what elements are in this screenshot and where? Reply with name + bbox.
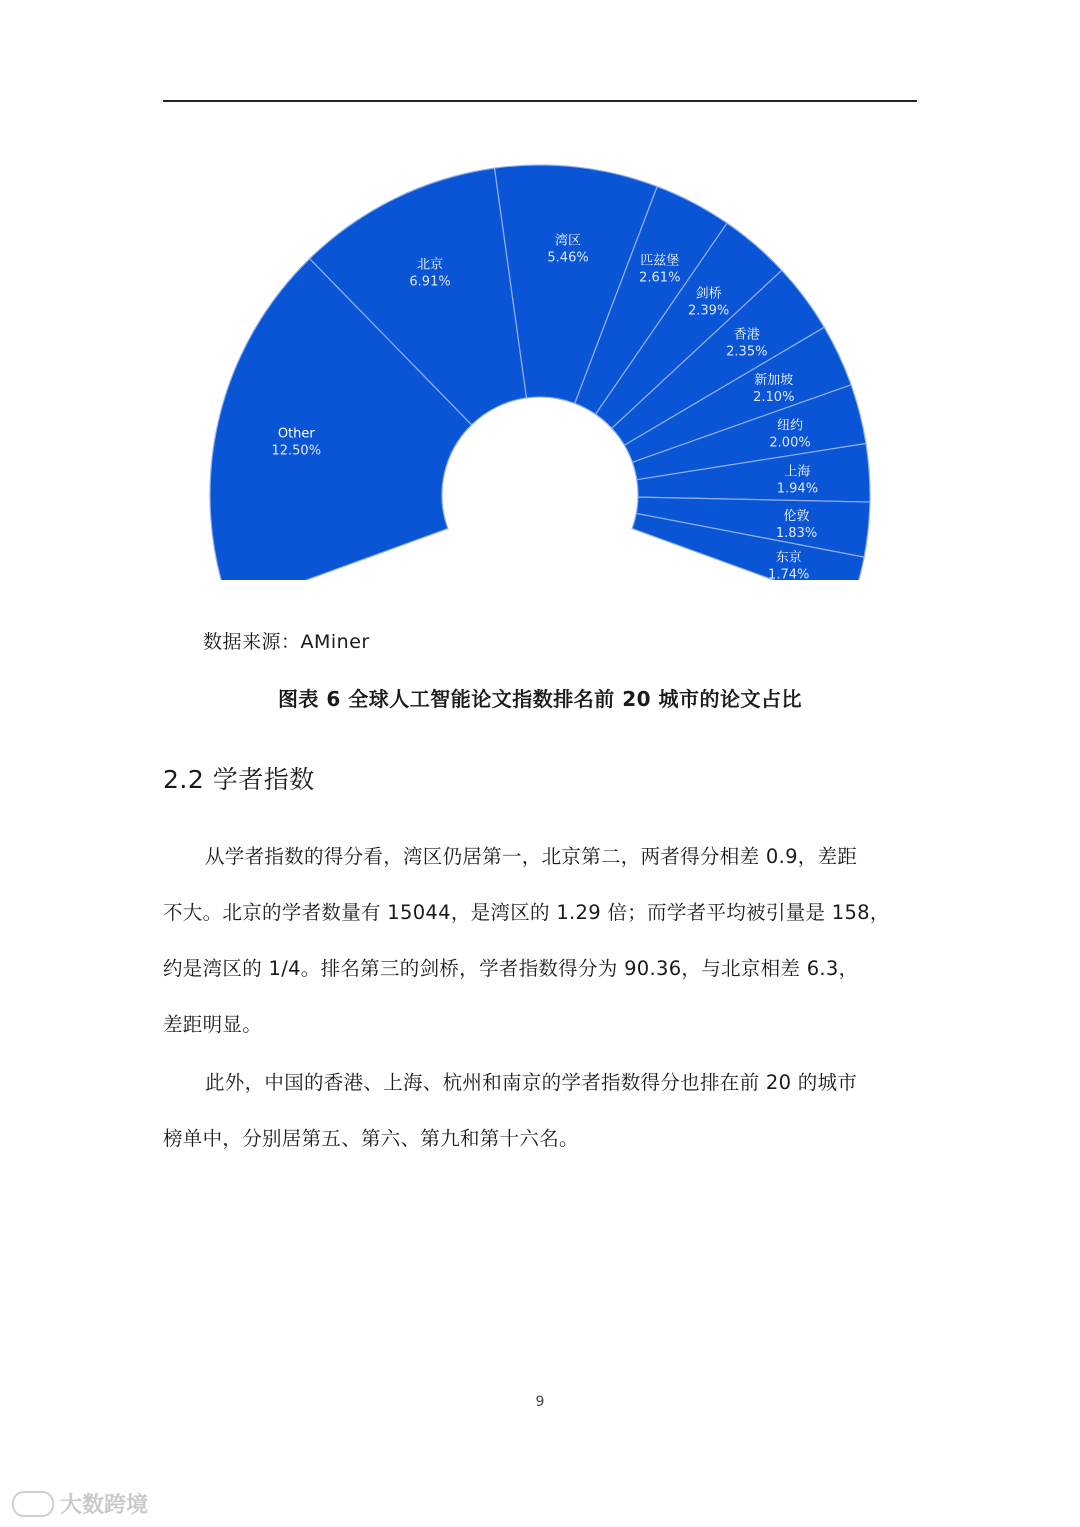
slice-label: 新加坡	[754, 372, 794, 388]
slice-value-label: 1.74%	[768, 567, 810, 580]
slice-value-label: 6.91%	[409, 274, 451, 290]
slice-value-label: 2.35%	[726, 344, 768, 360]
paragraph-1-line: 从学者指数的得分看，湾区仍居第一，北京第二，两者得分相差 0.9，差距	[205, 845, 858, 868]
figure-caption: 图表 6 全球人工智能论文指数排名前 20 城市的论文占比	[277, 687, 803, 711]
slice-label: 东京	[775, 550, 802, 566]
slice-value-label: 2.10%	[753, 389, 795, 405]
watermark	[12, 1488, 148, 1519]
section-heading: 2.2 学者指数	[163, 765, 315, 794]
slice-value-label: 12.50%	[271, 443, 322, 459]
paragraph-2-line: 榜单中，分别居第五、第六、第九和第十六名。	[163, 1127, 579, 1150]
slice-label: 北京	[417, 257, 444, 273]
watermark-logo-icon	[12, 1491, 54, 1517]
slice-value-label: 1.94%	[776, 481, 819, 497]
paragraph-1-line: 差距明显。	[163, 1013, 263, 1036]
slice-value-label: 2.61%	[639, 270, 681, 286]
slice-label: 上海	[784, 464, 811, 480]
half-donut-chart	[0, 140, 1080, 580]
paragraph-1-line: 不大。北京的学者数量有 15044，是湾区的 1.29 倍；而学者平均被引量是 158，	[163, 901, 890, 924]
slice-value-label: 1.83%	[775, 526, 818, 542]
watermark-text: 大数跨境	[60, 1493, 149, 1518]
paragraph-1	[163, 829, 917, 1053]
header-rule	[163, 100, 917, 102]
slice-value-label: 5.46%	[547, 250, 589, 266]
paragraph-2-line: 此外，中国的香港、上海、杭州和南京的学者指数得分也排在前 20 的城市	[205, 1071, 858, 1094]
slice-label: 匹兹堡	[640, 253, 680, 269]
slice-label: 纽约	[777, 418, 804, 434]
slice-label: 湾区	[555, 233, 582, 249]
paragraph-1-line: 约是湾区的 1/4。排名第三的剑桥，学者指数得分为 90.36，与北京相差 6.3，	[163, 957, 859, 980]
paragraph-2	[163, 1055, 917, 1167]
page-number: 9	[535, 1394, 545, 1410]
chart-svg	[0, 140, 1080, 580]
slice-value-label: 2.00%	[769, 435, 811, 451]
slice-value-label: 2.39%	[687, 303, 730, 319]
slice-label: Other	[277, 426, 315, 442]
slice-label: 香港	[733, 327, 760, 343]
data-source: 数据来源：AMiner	[203, 631, 370, 653]
slice-label: 剑桥	[695, 286, 722, 302]
slice-label: 伦敦	[783, 509, 810, 525]
